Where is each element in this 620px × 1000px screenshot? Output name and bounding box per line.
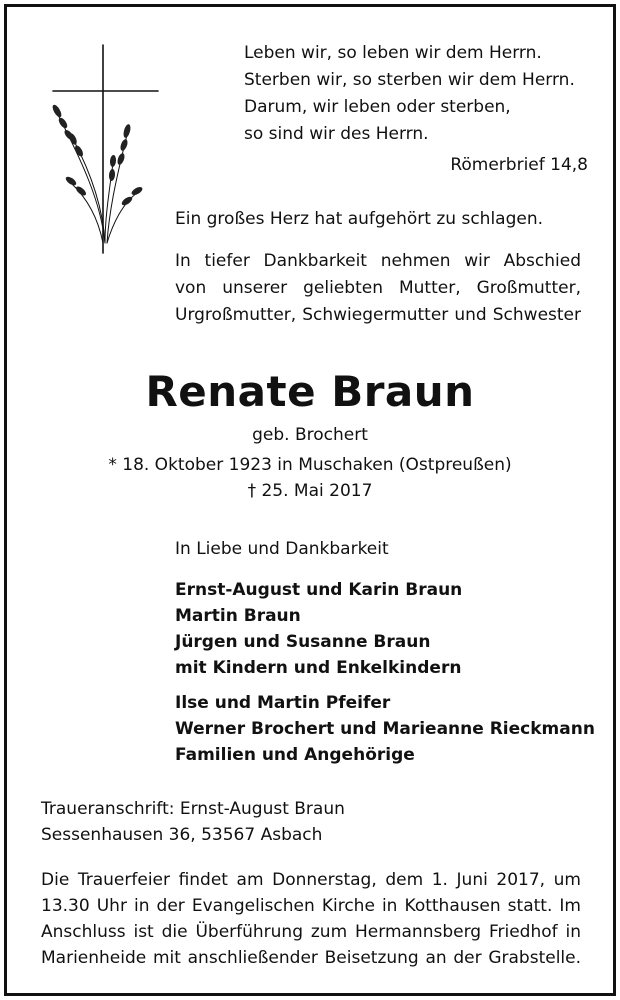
intro-text: Ein großes Herz hat aufgehört zu schlagen. (175, 209, 544, 229)
service-line: Marienheide mit anschließender Beisetzung an der Grabstelle. (41, 948, 581, 968)
obituary-notice (4, 4, 616, 996)
farewell-text (175, 248, 581, 329)
death-date: † 25. Mai 2017 (247, 481, 373, 501)
mourner-line: Martin Braun (175, 606, 301, 626)
bible-verse (244, 40, 575, 148)
verse-line: so sind wir des Herrn. (244, 124, 429, 144)
farewell-line: Urgroßmutter, Schwiegermutter und Schwester (175, 305, 581, 325)
mourning-address (41, 796, 345, 848)
deceased-name: Renate Braun (145, 367, 475, 416)
mourner-line: Jürgen und Susanne Braun (175, 632, 431, 652)
service-line: Anschluss ist die Überführung zum Hermannsberg Friedhof in (41, 922, 581, 942)
funeral-service-info (41, 867, 581, 971)
mourner-line: Ernst-August und Karin Braun (175, 580, 463, 600)
in-love-text: In Liebe und Dankbarkeit (175, 539, 389, 559)
farewell-line: In tiefer Dankbarkeit nehmen wir Abschied (175, 251, 581, 271)
verse-line: Leben wir, so leben wir dem Herrn. (244, 43, 542, 63)
mourner-line: mit Kindern und Enkelkindern (175, 658, 462, 678)
service-line: Die Trauerfeier findet am Donnerstag, dem 1. Juni 2017, um (41, 870, 581, 890)
birth-date: * 18. Oktober 1923 in Muschaken (Ostpreußen) (108, 455, 512, 475)
verse-source: Römerbrief 14,8 (450, 155, 588, 175)
mourners-group-2 (175, 690, 595, 768)
farewell-line: von unserer geliebten Mutter, Großmutter, (175, 278, 581, 298)
mourner-line: Werner Brochert und Marieanne Rieckmann (175, 719, 595, 739)
mourner-line: Familien und Angehörige (175, 745, 415, 765)
service-line: 13.30 Uhr in der Evangelischen Kirche in Kotthausen statt. Im (41, 896, 581, 916)
cross-with-wheat-icon (43, 43, 163, 262)
verse-line: Sterben wir, so sterben wir dem Herrn. (244, 70, 575, 90)
mourners-group-1 (175, 577, 462, 681)
maiden-name: geb. Brochert (252, 425, 368, 445)
mourner-line: Ilse und Martin Pfeifer (175, 693, 391, 713)
verse-line: Darum, wir leben oder sterben, (244, 97, 511, 117)
address-line: Traueranschrift: Ernst-August Braun (41, 799, 345, 819)
address-line: Sessenhausen 36, 53567 Asbach (41, 825, 323, 845)
